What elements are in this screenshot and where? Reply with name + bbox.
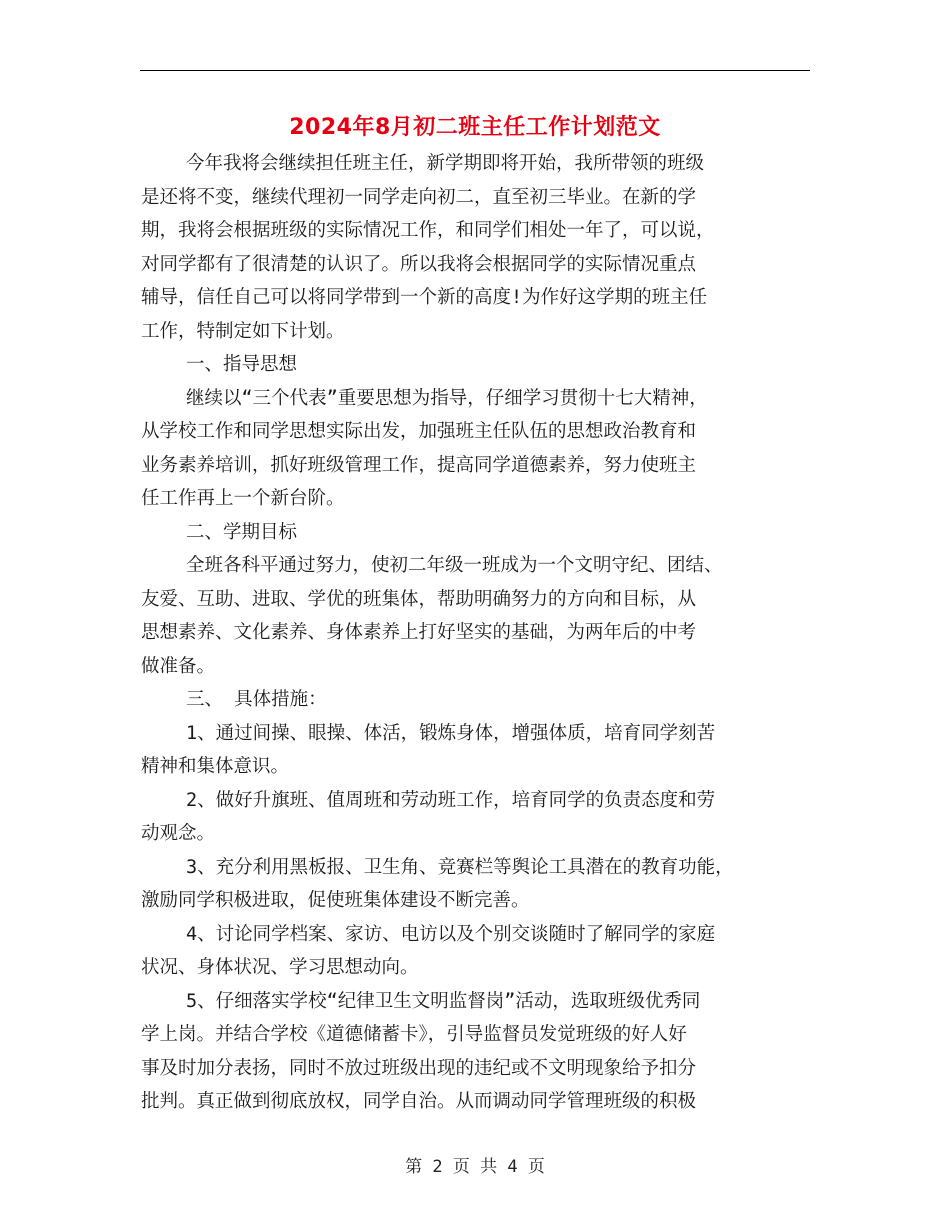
body-line: 辅导，信任自己可以将同学带到一个新的高度!为作好这学期的班主任 <box>141 287 708 308</box>
body-line: 思想素养、文化素养、身体素养上打好坚实的基础，为两年后的中考 <box>141 622 697 643</box>
body-line: 批判。真正做到彻底放权，同学自治。从而调动同学管理班级的积极 <box>141 1091 697 1112</box>
list-item: 1、通过间操、眼操、体活，锻炼身体，增强体质，培育同学刻苦 <box>186 722 716 744</box>
body-line: 精神和集体意识。 <box>141 756 290 777</box>
body-line: 全班各科平通过努力，使初二年级一班成为一个文明守纪、团结、 <box>186 555 723 576</box>
body-line: 今年我将会继续担任班主任，新学期即将开始，我所带领的班级 <box>186 153 705 174</box>
section-heading: 三、 具体措施： <box>186 689 327 710</box>
body-line: 状况、身体状况、学习思想动向。 <box>141 957 419 978</box>
body-line: 期，我将会根据班级的实际情况工作，和同学们相处一年了，可以说， <box>141 220 715 241</box>
section-heading: 二、学期目标 <box>186 521 298 543</box>
list-item: 2、做好升旗班、值周班和劳动班工作，培育同学的负责态度和劳 <box>186 789 716 811</box>
body-line: 动观念。 <box>141 823 216 844</box>
body-line: 事及时加分表扬，同时不放过班级出现的违纪或不文明现象给予扣分 <box>141 1057 697 1079</box>
document-body <box>141 147 811 1119</box>
body-line: 工作，特制定如下计划。 <box>141 320 345 342</box>
body-line: 学上岗。并结合学校《道德储蓄卡》，引导监督员发觉班级的好人好 <box>141 1024 687 1045</box>
list-item: 5、仔细落实学校“纪律卫生文明监督岗”活动，选取班级优秀同 <box>186 990 701 1012</box>
body-line: 对同学都有了很清楚的认识了。所以我将会根据同学的实际情况重点 <box>141 253 697 275</box>
body-line: 激励同学积极进取，促使班集体建设不断完善。 <box>141 890 530 911</box>
body-line: 继续以“三个代表”重要思想为指导，仔细学习贯彻十七大精神， <box>186 387 708 409</box>
body-line: 任工作再上一个新台阶。 <box>141 488 345 509</box>
body-line: 从学校工作和同学思想实际出发，加强班主任队伍的思想政治教育和 <box>141 421 697 442</box>
body-line: 是还将不变，继续代理初一同学走向初二，直至初三毕业。在新的学 <box>141 186 697 208</box>
body-line: 友爱、互助、进取、学优的班集体，帮助明确努力的方向和目标，从 <box>141 588 697 610</box>
section-heading: 一、指导思想 <box>186 354 298 375</box>
header-rule <box>140 70 810 71</box>
page-number-footer: 第 2 页 共 4 页 <box>405 1157 545 1177</box>
body-line: 做准备。 <box>141 655 216 677</box>
list-item: 3、充分利用黑板报、卫生角、竞赛栏等舆论工具潜在的教育功能， <box>186 856 734 878</box>
document-title: 2024年8月初二班主任工作计划范文 <box>289 115 661 140</box>
body-line: 业务素养培训，抓好班级管理工作，提高同学道德素养，努力使班主 <box>141 454 697 476</box>
list-item: 4、讨论同学档案、家访、电访以及个别交谈随时了解同学的家庭 <box>186 923 716 945</box>
